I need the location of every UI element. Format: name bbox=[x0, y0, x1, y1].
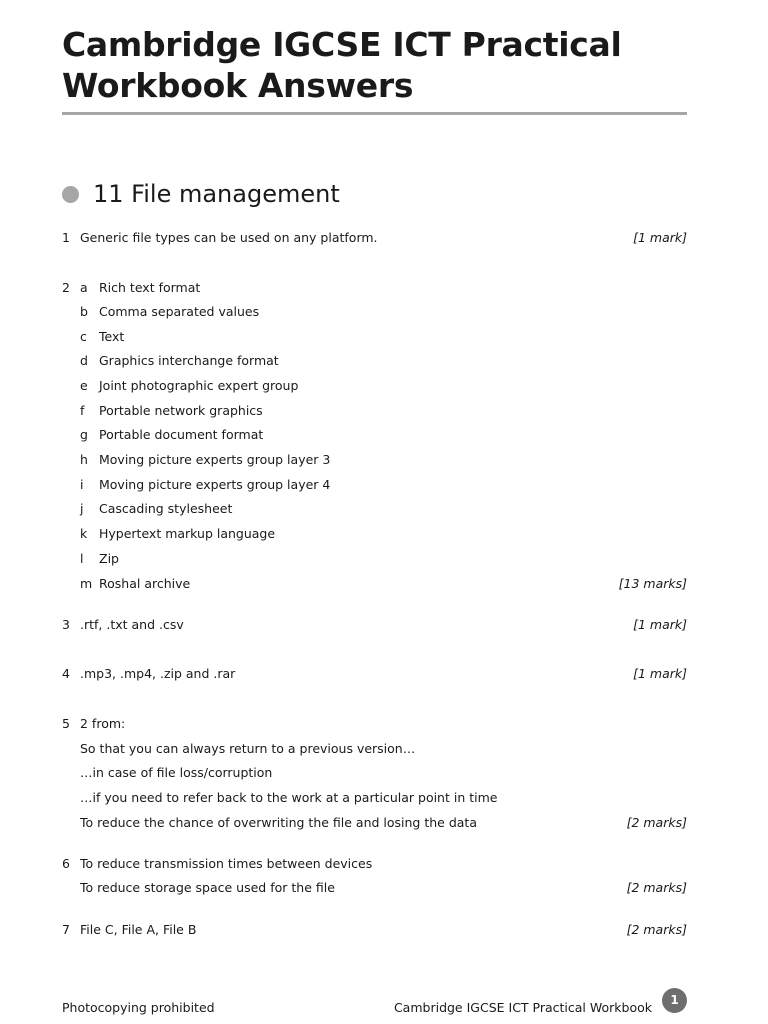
answer-text: Generic file types can be used on any platform. bbox=[80, 230, 378, 245]
marks-label: [2 marks] bbox=[626, 815, 687, 830]
question-number: 3 bbox=[62, 617, 70, 632]
marks-label: [1 mark] bbox=[633, 230, 687, 245]
item-letter: c bbox=[80, 329, 87, 344]
page-number-badge: 1 bbox=[662, 988, 687, 1013]
marks-label: [2 marks] bbox=[626, 922, 687, 937]
section-heading bbox=[62, 177, 340, 211]
question-number: 7 bbox=[62, 922, 70, 937]
marks-label: [2 marks] bbox=[626, 880, 687, 895]
answer-text: Portable network graphics bbox=[99, 403, 263, 418]
question-2-item bbox=[0, 549, 768, 569]
title-line-1: Cambridge IGCSE ICT Practical bbox=[62, 25, 622, 64]
footer-book-title: Cambridge IGCSE ICT Practical Workbook bbox=[393, 1000, 652, 1015]
item-letter: f bbox=[80, 403, 85, 418]
question-2-item bbox=[0, 278, 768, 298]
item-letter: j bbox=[80, 501, 84, 516]
question-5-line bbox=[0, 714, 768, 734]
question-number: 2 bbox=[62, 280, 70, 295]
answer-text: Roshal archive bbox=[99, 576, 191, 591]
item-letter: d bbox=[80, 353, 88, 368]
answer-text: .mp3, .mp4, .zip and .rar bbox=[80, 666, 236, 681]
answer-text: File C, File A, File B bbox=[80, 922, 197, 937]
answer-text: .rtf, .txt and .csv bbox=[80, 617, 184, 632]
item-letter: a bbox=[80, 280, 88, 295]
question-5-line bbox=[0, 763, 768, 783]
question-1 bbox=[0, 228, 768, 248]
question-2-item bbox=[0, 425, 768, 445]
answer-text: To reduce transmission times between devices bbox=[80, 856, 373, 871]
marks-label: [1 mark] bbox=[633, 617, 687, 632]
question-4 bbox=[0, 664, 768, 684]
question-6-line bbox=[0, 878, 768, 898]
answer-text: Moving picture experts group layer 4 bbox=[99, 477, 331, 492]
page-title bbox=[62, 24, 702, 106]
item-letter: b bbox=[80, 304, 88, 319]
item-letter: e bbox=[80, 378, 88, 393]
answer-text: Text bbox=[99, 329, 125, 344]
answer-text: Comma separated values bbox=[99, 304, 260, 319]
question-2-item bbox=[0, 376, 768, 396]
question-number: 5 bbox=[62, 716, 70, 731]
question-2-item bbox=[0, 524, 768, 544]
item-letter: g bbox=[80, 427, 88, 442]
bullet-icon bbox=[62, 186, 79, 203]
item-letter: i bbox=[80, 477, 84, 492]
answer-text: Zip bbox=[99, 551, 119, 566]
question-5-line bbox=[0, 739, 768, 759]
question-3 bbox=[0, 615, 768, 635]
answer-text: To reduce storage space used for the file bbox=[80, 880, 335, 895]
marks-label: [1 mark] bbox=[633, 666, 687, 681]
section-title: 11 File management bbox=[93, 180, 340, 208]
question-5-line bbox=[0, 813, 768, 833]
question-2-item bbox=[0, 499, 768, 519]
item-letter: l bbox=[80, 551, 84, 566]
question-2-item bbox=[0, 302, 768, 322]
answer-text: Rich text format bbox=[99, 280, 201, 295]
answer-text: Graphics interchange format bbox=[99, 353, 279, 368]
answer-text: Cascading stylesheet bbox=[99, 501, 233, 516]
question-number: 4 bbox=[62, 666, 70, 681]
question-2-item bbox=[0, 327, 768, 347]
question-7 bbox=[0, 920, 768, 940]
title-line-2: Workbook Answers bbox=[62, 66, 414, 105]
answer-text: To reduce the chance of overwriting the file and losing the data bbox=[80, 815, 477, 830]
answer-text: …if you need to refer back to the work at a particular point in time bbox=[80, 790, 498, 805]
answer-text: Hypertext markup language bbox=[99, 526, 276, 541]
answer-text: 2 from: bbox=[80, 716, 126, 731]
answer-text: So that you can always return to a previous version… bbox=[80, 741, 416, 756]
marks-label: [13 marks] bbox=[618, 576, 687, 591]
item-letter: h bbox=[80, 452, 88, 467]
answer-text: …in case of file loss/corruption bbox=[80, 765, 273, 780]
answer-text: Joint photographic expert group bbox=[99, 378, 299, 393]
footer-copyright: Photocopying prohibited bbox=[62, 1000, 215, 1015]
question-2-item bbox=[0, 574, 768, 594]
answer-text: Moving picture experts group layer 3 bbox=[99, 452, 331, 467]
question-2-item bbox=[0, 351, 768, 371]
item-letter: k bbox=[80, 526, 88, 541]
question-2-item bbox=[0, 401, 768, 421]
question-2-item bbox=[0, 450, 768, 470]
question-number: 6 bbox=[62, 856, 70, 871]
answer-text: Portable document format bbox=[99, 427, 264, 442]
question-number: 1 bbox=[62, 230, 70, 245]
question-5-line bbox=[0, 788, 768, 808]
question-6-line bbox=[0, 854, 768, 874]
title-divider bbox=[62, 112, 687, 115]
question-2-item bbox=[0, 475, 768, 495]
item-letter: m bbox=[80, 576, 93, 591]
